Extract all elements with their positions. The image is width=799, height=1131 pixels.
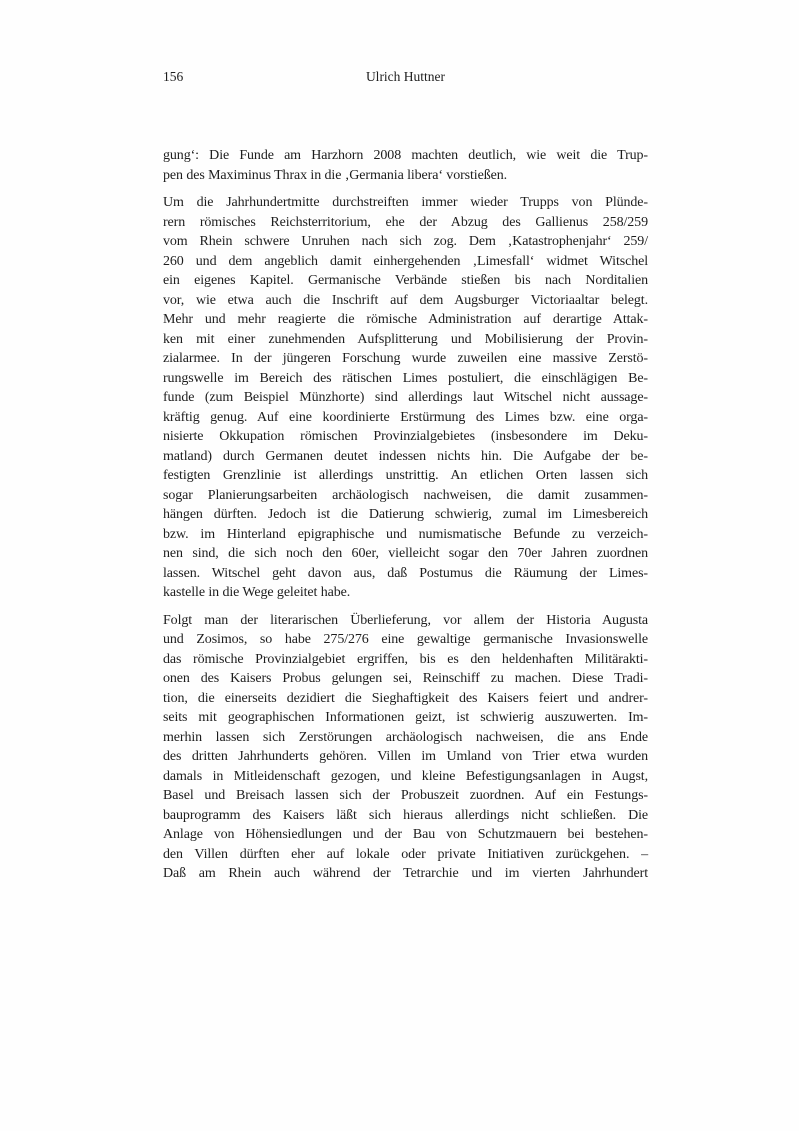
text-line: Folgt man der literarischen Überlieferung, vor allem der Historia Augusta <box>163 612 648 628</box>
text-line: zialarmee. In der jüngeren Forschung wurde zuweilen eine massive Zerstö- <box>163 351 648 366</box>
text-line: vom Rhein schwere Unruhen nach sich zog. Dem ‚Katastrophenjahr‘ 259/ <box>163 234 648 249</box>
paragraph <box>163 193 648 603</box>
text-line: matland) durch Germanen deutet indessen nichts hin. Die Aufgabe der be- <box>163 448 648 464</box>
text-line: funde (zum Beispiel Münzhorte) sind allerdings laut Witschel nicht aussage- <box>163 390 648 405</box>
text-line: merhin lassen sich Zerstörungen archäologisch nachweisen, die ans Ende <box>163 729 648 745</box>
text-line: kastelle in die Wege geleitet habe. <box>163 585 351 600</box>
text-line: rern römisches Reichsterritorium, ehe der Abzug des Gallienus 258/259 <box>163 214 648 230</box>
running-title: Ulrich Huttner <box>365 69 446 84</box>
text-line: sogar Planierungsarbeiten archäologisch nachweisen, die damit zusammen- <box>163 487 648 503</box>
paragraph <box>163 611 648 884</box>
text-line: lassen. Witschel geht davon aus, daß Postumus die Räumung der Limes- <box>163 565 648 581</box>
text-line: Daß am Rhein auch während der Tetrarchie und im vierten Jahrhundert <box>163 866 648 881</box>
text-line: des dritten Jahrhunderts gehören. Villen im Umland von Trier etwa wurden <box>163 749 648 764</box>
text-line: das römische Provinzialgebiet ergriffen, bis es den heldenhaften Militärakti- <box>163 651 648 667</box>
text-line: Um die Jahrhundertmitte durchstreiften immer wieder Trupps von Plünde- <box>163 195 648 210</box>
text-line: gung‘: Die Funde am Harzhorn 2008 machten deutlich, wie weit die Trup- <box>163 148 648 163</box>
paragraph <box>163 146 648 185</box>
text-line: ken mit einer zunehmenden Aufsplitterung und Mobilisierung der Provin- <box>163 331 648 347</box>
text-line: onen des Kaisers Probus gelungen sei, Reinschiff zu machen. Diese Tradi- <box>163 671 648 686</box>
text-line: festigten Grenzlinie ist allerdings unstrittig. An etlichen Orten lassen sich <box>163 468 648 483</box>
text-line: und Zosimos, so habe 275/276 eine gewaltige germanische Invasionswelle <box>163 632 648 647</box>
text-line: vor, wie etwa auch die Inschrift auf dem Augsburger Victoriaaltar belegt. <box>163 292 648 308</box>
text-line: Anlage von Höhensiedlungen und der Bau von Schutzmauern bei bestehen- <box>163 827 648 842</box>
text-line: seits mit geographischen Informationen geizt, ist schwierig auszuwerten. Im- <box>163 710 648 725</box>
text-line: pen des Maximinus Thrax in die ‚Germania libera‘ vorstießen. <box>163 167 508 183</box>
page-number: 156 <box>163 69 184 84</box>
text-line: hängen dürften. Jedoch ist die Datierung schwierig, zumal im Limesbereich <box>163 507 648 522</box>
text-line: ein eigenes Kapitel. Germanische Verbände stießen bis nach Norditalien <box>163 273 648 288</box>
text-line: 260 und dem angeblich damit einhergehenden ‚Limesfall‘ widmet Witschel <box>163 253 648 269</box>
text-line: den Villen dürften eher auf lokale oder private Initiativen zurückgehen. – <box>163 846 648 862</box>
body-text <box>163 146 648 884</box>
text-line: nen sind, die sich noch den 60er, vielleicht sogar den 70er Jahren zuordnen <box>163 546 648 561</box>
running-header <box>163 68 648 86</box>
text-line: rungswelle im Bereich des rätischen Limes postuliert, die einschlägigen Be- <box>163 370 648 386</box>
text-line: tion, die einerseits dezidiert die Sieghaftigkeit des Kaisers feiert und andrer- <box>163 690 648 706</box>
text-line: Mehr und mehr reagierte die römische Administration auf derartige Attak- <box>163 312 648 327</box>
text-line: kräftig genug. Auf eine koordinierte Erstürmung des Limes bzw. eine orga- <box>163 409 648 425</box>
text-line: damals in Mitleidenschaft gezogen, und kleine Befestigungsanlagen in Augst, <box>163 768 648 784</box>
text-line: Basel und Breisach lassen sich der Probuszeit zuordnen. Auf ein Festungs- <box>163 788 648 803</box>
text-line: nisierte Okkupation römischen Provinzialgebietes (insbesondere im Deku- <box>163 429 648 444</box>
text-line: bzw. im Hinterland epigraphische und numismatische Befunde zu verzeich- <box>163 526 648 542</box>
text-line: bauprogramm des Kaisers läßt sich hieraus allerdings nicht schließen. Die <box>163 807 648 823</box>
